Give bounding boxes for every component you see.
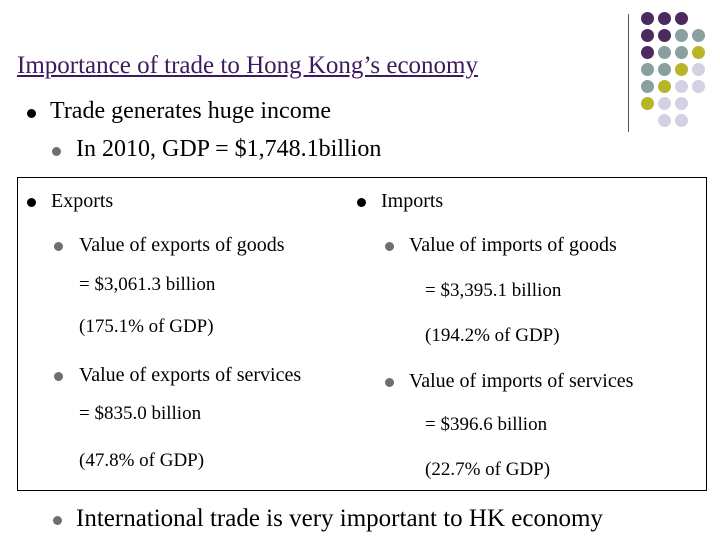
- exports-services-pct: (47.8% of GDP): [79, 450, 205, 471]
- grid-dot: [675, 80, 688, 93]
- grid-dot: [658, 46, 671, 59]
- grid-dot: [641, 97, 654, 110]
- imports-heading: Imports: [381, 190, 444, 212]
- exports-goods-pct: (175.1% of GDP): [79, 316, 214, 337]
- exports-heading: Exports: [51, 190, 114, 212]
- grid-dot: [658, 63, 671, 76]
- grid-dot: [641, 12, 654, 25]
- grid-dot: [641, 63, 654, 76]
- grid-dot: [658, 97, 671, 110]
- grid-dot: [675, 12, 688, 25]
- bullet-icon: [54, 242, 63, 251]
- grid-dot: [658, 29, 671, 42]
- divider-line: [628, 14, 629, 132]
- grid-dot: [658, 114, 671, 127]
- exports-services-value: = $835.0 billion: [79, 403, 202, 424]
- imports-services-pct: (22.7% of GDP): [425, 459, 551, 480]
- bullet-icon: [27, 109, 36, 118]
- grid-dot: [675, 97, 688, 110]
- imports-services-value: = $396.6 billion: [425, 414, 548, 435]
- exports-services-label: Value of exports of services: [79, 364, 302, 386]
- grid-dot: [641, 46, 654, 59]
- bullet-icon: [52, 147, 61, 156]
- bullet-icon: [385, 378, 394, 387]
- grid-dot: [692, 63, 705, 76]
- bullet-icon: [53, 516, 62, 525]
- page-title: Importance of trade to Hong Kong’s economy: [17, 52, 478, 79]
- imports-goods-pct: (194.2% of GDP): [425, 325, 560, 346]
- grid-dot: [658, 80, 671, 93]
- grid-dot: [641, 29, 654, 42]
- exports-goods-value: = $3,061.3 billion: [79, 274, 216, 295]
- grid-dot: [675, 63, 688, 76]
- grid-dot: [692, 29, 705, 42]
- bullet-icon: [357, 198, 366, 207]
- imports-services-label: Value of imports of services: [409, 370, 634, 392]
- grid-dot: [675, 29, 688, 42]
- conclusion-text: International trade is very important to HK economy: [76, 505, 603, 532]
- intro-sub: In 2010, GDP = $1,748.1billion: [76, 136, 382, 162]
- grid-dot: [692, 46, 705, 59]
- bullet-icon: [385, 242, 394, 251]
- bullet-icon: [27, 198, 36, 207]
- bullet-icon: [54, 372, 63, 381]
- grid-dot: [675, 46, 688, 59]
- exports-goods-label: Value of exports of goods: [79, 234, 285, 256]
- grid-dot: [658, 12, 671, 25]
- imports-goods-value: = $3,395.1 billion: [425, 280, 562, 301]
- grid-dot: [692, 80, 705, 93]
- grid-dot: [675, 114, 688, 127]
- intro-point: Trade generates huge income: [50, 98, 332, 124]
- grid-dot: [641, 80, 654, 93]
- imports-goods-label: Value of imports of goods: [409, 234, 617, 256]
